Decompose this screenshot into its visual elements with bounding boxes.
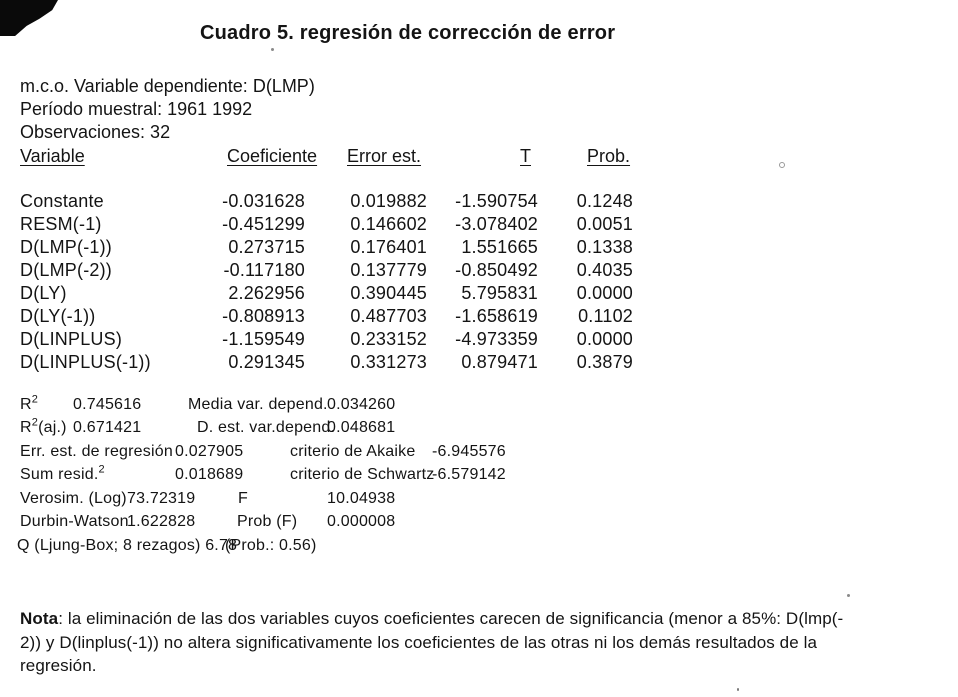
prob-value: 0.1338	[576, 237, 633, 257]
column-header-std-error: Error est.	[347, 146, 422, 166]
stat-right-label: Prob (F)	[237, 513, 298, 530]
std-error-value: 0.019882	[350, 191, 427, 211]
table-title: Cuadro 5. regresión de corrección de error	[200, 22, 616, 44]
stat-prob-value: (Prob.: 0.56)	[225, 537, 317, 554]
prob-value: 0.3879	[576, 352, 633, 372]
std-error-value: 0.390445	[350, 283, 427, 303]
stat-label: Sum resid.$^2$	[20, 463, 105, 483]
column-header-t: T	[520, 146, 531, 166]
coefficient-value: -0.117180	[223, 260, 305, 280]
sample-period-line: Período muestral: 1961 1992	[20, 99, 253, 119]
column-header-variable: Variable	[20, 146, 85, 166]
stat-right-value: 0.000008	[327, 513, 396, 530]
stat-label: $R^2$	[20, 393, 39, 413]
prob-value: 0.1102	[578, 306, 633, 326]
coefficient-value: 0.291345	[228, 352, 305, 372]
std-error-value: 0.233152	[350, 329, 427, 349]
variable-name: D(LINPLUS(-1))	[20, 352, 151, 372]
stat-right-value: -6.945576	[432, 443, 506, 460]
prob-value: 0.4035	[576, 260, 633, 280]
coefficient-value: 0.273715	[228, 237, 305, 257]
stat-right-value: -6.579142	[432, 466, 506, 483]
column-header-prob: Prob.	[587, 146, 631, 166]
stat-value: 0.671421	[73, 419, 142, 436]
footnote-line-3: regresión.	[20, 656, 97, 675]
std-error-value: 0.176401	[350, 237, 427, 257]
variable-name: D(LY(-1))	[20, 306, 96, 326]
footnote-line-2: 2)) y D(linplus(-1)) no altera significativamente los coeficientes de las otras ni los demás resultados de la	[20, 633, 818, 652]
std-error-value: 0.331273	[350, 352, 427, 372]
variable-name: D(LY)	[20, 283, 67, 303]
variable-name: Constante	[20, 191, 104, 211]
stat-value: 0.745616	[73, 396, 142, 413]
stat-right-label: D. est. var.depend.	[197, 419, 336, 436]
observations-line: Observaciones: 32	[20, 122, 171, 142]
variable-name: D(LINPLUS)	[20, 329, 123, 349]
coefficient-value: -0.451299	[222, 214, 305, 234]
stat-label: Verosim. (Log)	[20, 490, 127, 507]
stat-value: 0.018689	[175, 466, 244, 483]
scan-speck	[847, 594, 850, 597]
column-header-coefficient: Coeficiente	[227, 146, 318, 166]
prob-value: 0.1248	[576, 191, 633, 211]
std-error-value: 0.146602	[350, 214, 427, 234]
t-value: -1.658619	[455, 306, 538, 326]
footnote-line-1: Nota: la eliminación de las dos variables cuyos coeficientes carecen de significancia (menor a 85%: D(lmp(-	[20, 609, 844, 628]
prob-value: 0.0051	[576, 214, 633, 234]
prob-value: 0.0000	[576, 283, 633, 303]
t-value: -4.973359	[455, 329, 538, 349]
scan-speck	[271, 48, 274, 51]
stat-value: 73.72319	[127, 490, 196, 507]
std-error-value: 0.137779	[350, 260, 427, 280]
stat-value: 0.027905	[175, 443, 244, 460]
footnote-label: Nota	[20, 609, 59, 628]
t-value: -1.590754	[455, 191, 538, 211]
variable-name: D(LMP(-2))	[20, 260, 112, 280]
stat-right-value: 10.04938	[327, 490, 396, 507]
stat-label: Q (Ljung-Box; 8 rezagos) 6.78	[17, 537, 238, 554]
dependent-variable-line: m.c.o. Variable dependiente: D(LMP)	[20, 76, 315, 96]
stat-right-label: Media var. depend.	[188, 396, 328, 413]
coefficient-value: -1.159549	[222, 329, 305, 349]
stat-right-label: criterio de Akaike	[290, 443, 416, 460]
variable-name: RESM(-1)	[20, 214, 102, 234]
t-value: -0.850492	[455, 260, 538, 280]
scan-speck	[779, 162, 785, 168]
stat-value: 1.622828	[127, 513, 196, 530]
t-value: 1.551665	[461, 237, 538, 257]
t-value: 5.795831	[461, 283, 538, 303]
stat-right-value: 0.034260	[327, 396, 396, 413]
variable-name: D(LMP(-1))	[20, 237, 112, 257]
stat-right-label: F	[238, 490, 248, 507]
scan-artifact-corner-blob	[0, 0, 58, 36]
prob-value: 0.0000	[576, 329, 633, 349]
coefficient-value: 2.262956	[228, 283, 305, 303]
stat-right-label: criterio de Schwartz	[290, 466, 435, 483]
coefficient-value: -0.808913	[222, 306, 305, 326]
scan-speck	[737, 688, 739, 691]
stat-label: Durbin-Watson	[20, 513, 129, 530]
stat-label: Err. est. de regresión	[20, 443, 173, 460]
std-error-value: 0.487703	[350, 306, 427, 326]
coefficient-value: -0.031628	[222, 191, 305, 211]
stat-label: $R^2(aj.)$	[20, 416, 67, 436]
stat-right-value: 0.048681	[327, 419, 396, 436]
t-value: 0.879471	[461, 352, 538, 372]
t-value: -3.078402	[455, 214, 538, 234]
